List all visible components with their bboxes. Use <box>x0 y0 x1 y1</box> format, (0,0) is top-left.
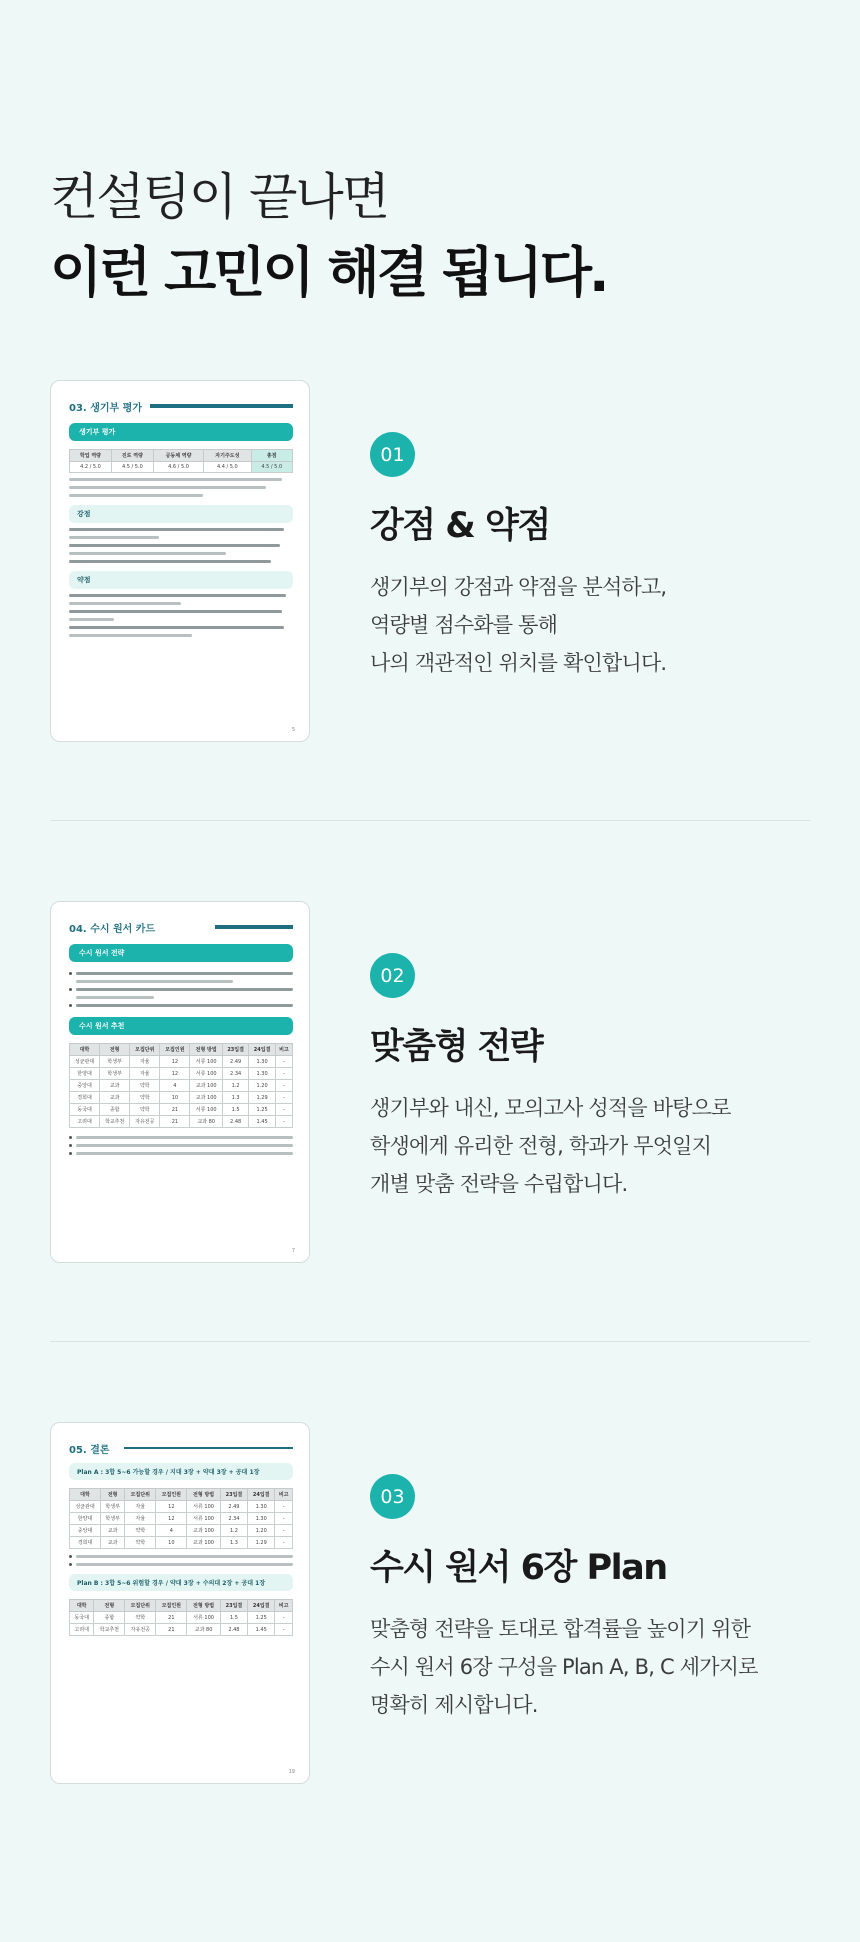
page-number: 19 <box>288 1769 295 1775</box>
strength-heading: 강점 <box>69 505 293 523</box>
card-title: 03. 생기부 평가 <box>69 399 293 413</box>
report-card-2 <box>50 901 310 1263</box>
feature-section-1 <box>0 380 860 780</box>
report-card-1 <box>50 380 310 742</box>
feature-title: 수시 원서 6장 Plan <box>370 1548 667 1588</box>
card-pill-2: 수시 원서 추천 <box>69 1017 293 1035</box>
weakness-heading: 약점 <box>69 571 293 589</box>
hero-line-1: 컨설팅이 끝나면 <box>50 168 388 226</box>
feature-section-3 <box>0 1422 860 1822</box>
text-lines <box>69 972 293 1007</box>
score-table: 학업 역량 진로 역량 공동체 역량 자기주도성 총점 4.2 / 5.0 4.5 / 5.0 4.6 / 5.0 4.4 / 5.0 4.5 / 5.0 <box>69 449 293 473</box>
strength-lines <box>69 528 293 563</box>
section-divider <box>50 1341 810 1342</box>
recommend-table: 대학 전형 모집단위 모집인원 전형 방법 23입결 24입결 비고 성균관대 학생부 자율 12 서류 100 2.49 1.30 - 한양대 학생부 자율 12 서류 100 2.34 1.30 - 중앙대 교과 약학 4 교과 100 1.2 1.20 - 경희대 교과 약학 10 교과 100 1.3 1.29 - 동국대 종합 약학 21 서류 100 1.5 1.25 - 고려대 학교추천 자유전공 21 교과 80 2.48 1.45 - <box>69 1043 293 1128</box>
report-card-3 <box>50 1422 310 1784</box>
weakness-lines <box>69 594 293 637</box>
note-lines <box>69 1555 293 1566</box>
hero-line-2: 이런 고민이 해결 됩니다. <box>50 241 607 304</box>
section-divider <box>50 820 810 821</box>
feature-description: 생기부의 강점과 약점을 분석하고, 역량별 점수화를 통해 나의 객관적인 위치를 확인합니다. <box>370 575 667 675</box>
feature-description: 생기부와 내신, 모의고사 성적을 바탕으로 학생에게 유리한 전형, 학과가 무엇일지 개별 맞춤 전략을 수립합니다. <box>370 1096 731 1196</box>
page-number: 7 <box>291 1248 295 1254</box>
feature-title: 강점 & 약점 <box>370 506 550 546</box>
card-title: 04. 수시 원서 카드 <box>69 920 293 934</box>
plan-b-table: 대학 전형 모집단위 모집인원 전형 방법 23입결 24입결 비고 동국대 종합 약학 21 서류 100 1.5 1.25 - 고려대 학교추천 자유전공 21 교과 80 2.48 1.45 - <box>69 1599 293 1636</box>
step-number-badge: 02 <box>370 953 415 998</box>
card-pill: 수시 원서 전략 <box>69 944 293 962</box>
card-pill: 생기부 평가 <box>69 423 293 441</box>
feature-section-2 <box>0 901 860 1301</box>
plan-a-table: 대학 전형 모집단위 모집인원 전형 방법 23입결 24입결 비고 성균관대 학생부 자율 12 서류 100 2.49 1.30 - 한양대 학생부 자율 12 서류 100 2.34 1.30 - 중앙대 교과 약학 4 교과 100 1.2 1.20 - 경희대 교과 약학 10 교과 100 1.3 1.29 - <box>69 1488 293 1549</box>
note-lines <box>69 1136 293 1155</box>
text-lines <box>69 478 293 497</box>
feature-title: 맞춤형 전략 <box>370 1027 543 1067</box>
page-number: 5 <box>291 727 295 733</box>
plan-a-heading: Plan A : 3합 5~6 가능할 경우 / 지대 3장 + 약대 3장 + 공대 1장 <box>69 1463 293 1480</box>
feature-description: 맞춤형 전략을 토대로 합격률을 높이기 위한 수시 원서 6장 구성을 Plan A, B, C 세가지로 명확히 제시합니다. <box>370 1617 758 1717</box>
step-number-badge: 01 <box>370 432 415 477</box>
card-title: 05. 결론 <box>69 1441 293 1455</box>
plan-b-heading: Plan B : 3합 5~6 위험할 경우 / 약대 3장 + 수의대 2장 + 공대 1장 <box>69 1574 293 1591</box>
hero-heading <box>50 164 607 312</box>
step-number-badge: 03 <box>370 1474 415 1519</box>
